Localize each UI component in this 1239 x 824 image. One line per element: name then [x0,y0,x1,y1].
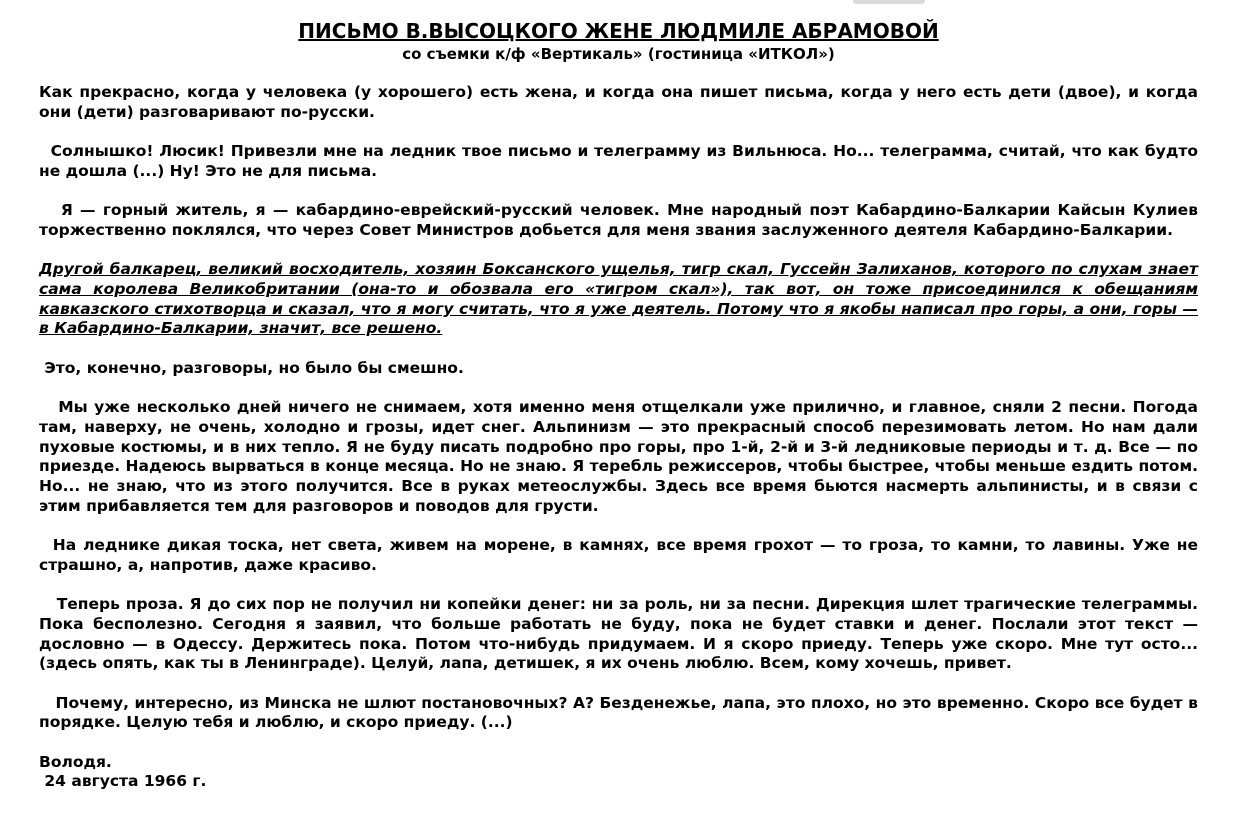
paragraph-2: Солнышко! Люсик! Привезли мне на ледник твое письмо и телеграмму из Вильнюса. Но... телеграмма, считай, что как будто не дошла (...) Ну! Это не для письма. [39,142,1198,180]
paragraph-6: Мы уже несколько дней ничего не снимаем, хотя именно меня отщелкали уже прилично, и главное, сняли 2 песни. Погода там, наверху, не очень, холодно и грозы, идет снег. Альпинизм — это прекрасный способ перезимовать летом. Но нам дали пуховые костюмы, и в них тепло. Я не буду писать подробно про горы, про 1-й, 2-й и 3-й ледниковые периоды и т. д. Все — по приезде. Надеюсь вырваться в конце месяца. Но не знаю. Я теребль режиссеров, чтобы быстрее, чтобы меньше ездить потом. Но... не знаю, что из этого получится. Все в руках метеослужбы. Здесь все время бьются насмерть альпинисты, и в связи с этим прибавляется тем для разговоров и поводов для грусти. [39,398,1198,515]
paragraph-7: На леднике дикая тоска, нет света, живем на морене, в камнях, все время грохот — то гроза, то камни, то лавины. Уже не страшно, а, напротив, даже красиво. [39,536,1198,574]
scrollbar-thumb[interactable] [853,0,925,4]
letter-date: 24 августа 1966 г. [39,772,207,791]
paragraph-9: Почему, интересно, из Минска не шлют постановочных? А? Безденежье, лапа, это плохо, но это временно. Скоро все будет в порядке. Целую тебя и люблю, и скоро приеду. (...) [39,693,1198,732]
paragraph-3: Я — горный житель, я — кабардино-еврейский-русский человек. Мне народный поэт Кабардино-Балкарии Кайсын Кулиев торжественно поклялся, что через Совет Министров добьется для меня звания заслуженного деятеля Кабардино-Балкарии. [39,201,1198,239]
letter-document [39,17,1198,792]
signature: Володя. [39,752,112,771]
paragraph-8: Теперь проза. Я до сих пор не получил ни копейки денег: ни за роль, ни за песни. Дирекция шлет трагические телеграммы. Пока бесполезно. Сегодня я заявил, что больше работать не буду, пока не будет ставки и денег. Послали этот текст — дословно — в Одессу. Держитесь пока. Потом что-нибудь придумаем. И я скоро приеду. Теперь уже скоро. Мне тут осто... (здесь опять, как ты в Ленинграде). Целуй, лапа, детишек, я их очень люблю. Всем, кому хочешь, привет. [39,595,1198,673]
letter-subtitle: со съемки к/ф «Вертикаль» (гостиница «ИТКОЛ») [402,45,835,63]
paragraph-4-underlined: Другой балкарец, великий восходитель, хозяин Боксанского ущелья, тигр скал, Гуссейн Залиханов, которого по слухам знает сама королева Великобритании (она-то и обозвала его «тигром скал»), так вот, он тоже присоединился к обещаниям кавказского стихотворца и сказал, что я могу считать, что я уже деятель. Потому что я якобы написал про горы, а они, горы — в Кабардино-Балкарии, значит, все решено. [39,260,1198,338]
paragraph-1: Как прекрасно, когда у человека (у хорошего) есть жена, и когда она пишет письма, когда у него есть дети (двое), и когда они (дети) разговаривают по-русски. [39,83,1198,121]
letter-title: ПИСЬМО В.ВЫСОЦКОГО ЖЕНЕ ЛЮДМИЛЕ АБРАМОВОЙ [298,19,939,43]
paragraph-5: Это, конечно, разговоры, но было бы смешно. [39,358,464,377]
